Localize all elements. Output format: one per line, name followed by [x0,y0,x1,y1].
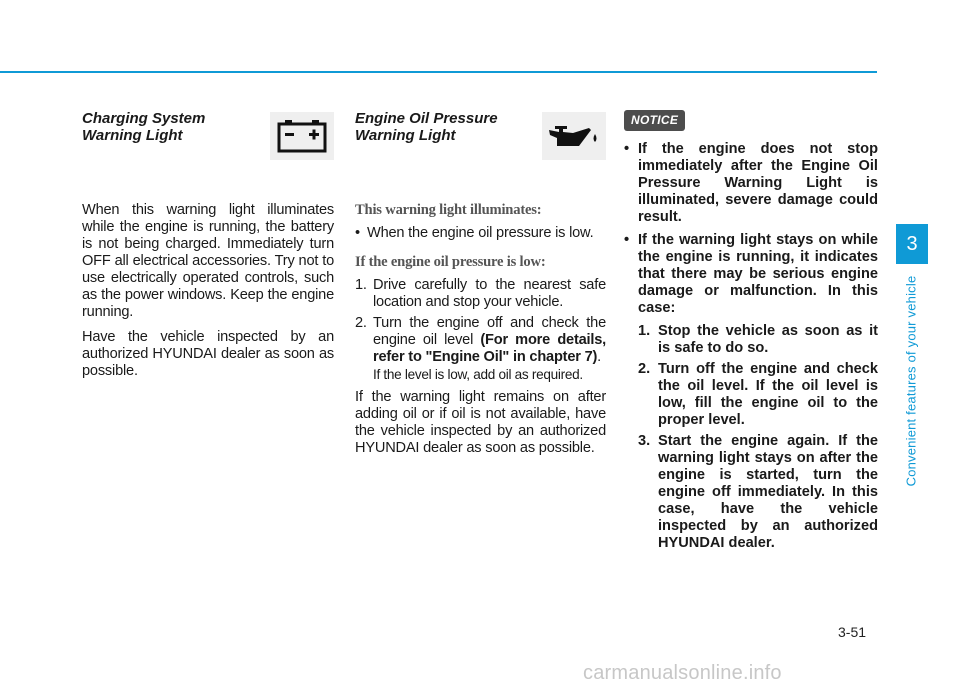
list-item: • When the engine oil pressure is low. [355,225,594,241]
notice-step-3: 3. Start the engine again. If the warning light stays on after the engine is started, turn the engine off immediately. In this case, have the vehicle inspected by an authorized HYUNDAI dealer. [638,433,878,551]
chapter-label: Convenient features of your vehicle [903,275,919,487]
subheading-oil-low: If the engine oil pressure is low: [355,254,546,270]
charging-system-title: Charging System Warning Light [82,110,206,144]
oil-can-icon [542,112,606,160]
charging-paragraph-2: Have the vehicle inspected by an authorized HYUNDAI dealer as soon as possible. [82,329,334,379]
chapter-tab: 3 [896,224,928,264]
chapter-reference: (For more details, refer to "Engine Oil" in chapter 7) [373,332,607,365]
notice-item-1: • If the engine does not stop immediately after the Engine Oil Pressure Warning Light is illuminated, severe damage could result. [624,141,878,225]
notice-section [624,110,878,556]
subheading-illuminates: This warning light illuminates: [355,202,542,218]
notice-item-2: • If the warning light stays on while the engine is running, it indicates that there may be serious engine damage or malfunction. In this case: [624,232,878,316]
top-rule [0,71,877,73]
watermark: carmanualsonline.info [583,662,782,684]
step-1: 1. Drive carefully to the nearest safe location and stop your vehicle. [355,277,606,310]
page-number: 3-51 [838,624,867,640]
charging-paragraph-1: When this warning light illuminates while the engine is running, the battery is not being charged. Immediately turn OFF all electrical accessories. Try not to use electrically operated controls, such as the power windows. Keep the engine running. [82,202,334,320]
step-2: 2. Turn the engine off and check the engine oil level (For more details, refer to "Engine Oil" in chapter 7). If the level is low, add oil as required. [355,315,607,382]
notice-step-1: 1. Stop the vehicle as soon as it is safe to do so. [638,323,878,356]
notice-step-2: 2. Turn off the engine and check the oil level. If the oil level is low, fill the engine oil to the proper level. [638,361,878,428]
notice-badge: NOTICE [624,110,685,131]
engine-oil-title: Engine Oil Pressure Warning Light [355,110,498,144]
charging-system-section [82,110,334,388]
step-2-followup: If the warning light remains on after adding oil or if oil is not available, have the vehicle inspected by an authorized HYUNDAI dealer as soon as possible. [355,389,606,456]
engine-oil-pressure-section [355,110,606,465]
battery-icon [270,112,334,160]
